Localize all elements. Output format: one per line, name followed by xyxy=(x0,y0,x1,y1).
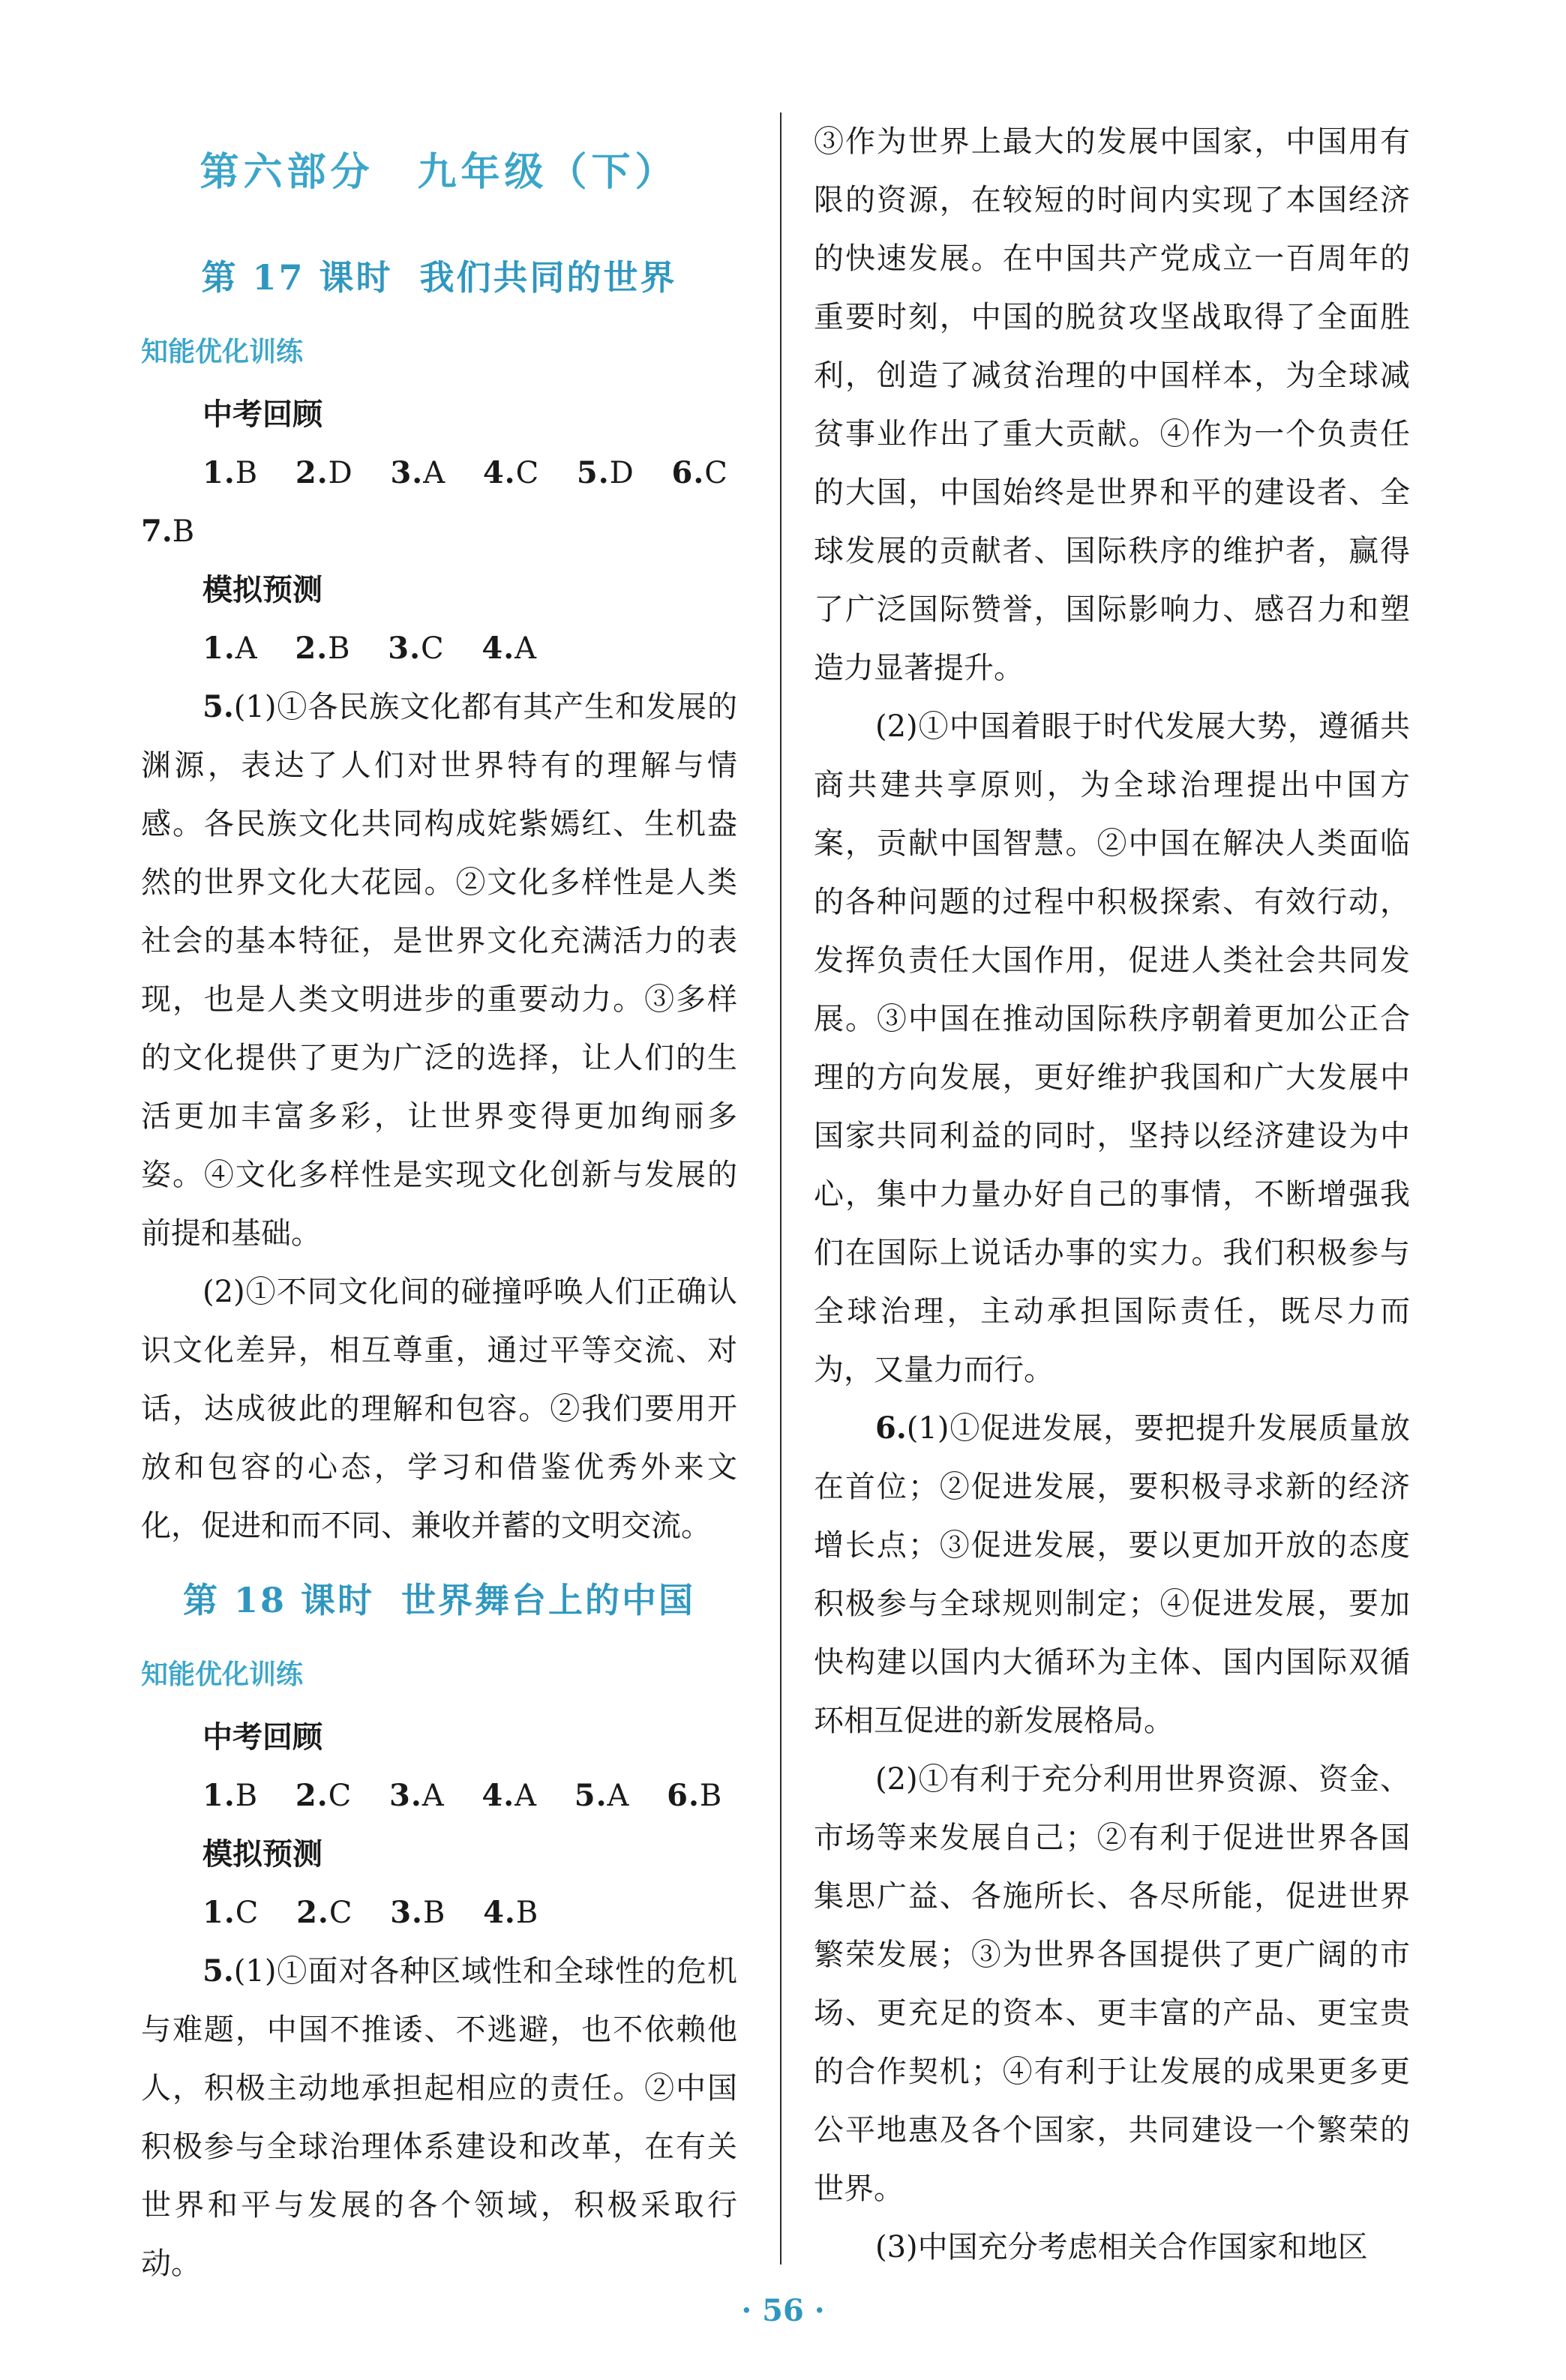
part-title: 第六部分 九年级（下） xyxy=(200,149,679,195)
lesson-18-q5-part1-continued: ③作为世界上最大的发展中国家，中国用有限的资源，在较短的时间内实现了本国经济的快速发展。在中国共产党成立一百周年的重要时刻，中国的脱贫攻坚战取得了全面胜利，创造了减贫治理的中国样本，为全球减贫事业作出了重大贡献。④作为一个负责任的大国，中国始终是世界和平的建设者、全球发展的贡献者、国际秩序的维护者，赢得了广泛国际赞誉，国际影响力、感召力和塑造力显著提升。 xyxy=(814,124,1410,685)
lesson-18-review-label: 中考回顾 xyxy=(202,1719,322,1755)
lesson-18-section-label: 知能优化训练 xyxy=(141,1659,304,1690)
lesson-18-number: 第 18 课时 xyxy=(182,1580,375,1620)
lesson-17-review-answers-cont: 7.B xyxy=(141,514,195,549)
lesson-18-mock-answers: 1.C 2.C 3.B 4.B xyxy=(202,1895,539,1930)
lesson-18-title xyxy=(141,1563,737,1638)
lesson-17-section-label: 知能优化训练 xyxy=(141,336,304,367)
lesson-17-review-answers: 1.B 2.D 3.A 4.C 5.D 6.C xyxy=(202,455,728,490)
lesson-18-q6-part1: 6.(1)①促进发展，要把提升发展质量放在首位；②促进发展，要积极寻求新的经济增长点；③促进发展，要以更加开放的态度积极参与全球规则制定；④促进发展，要加快构建以国内大循环为主体、国内国际双循环相互促进的新发展格局。 xyxy=(814,1410,1410,1738)
lesson-18-q5-part1: 5.(1)①面对各种区域性和全球性的危机与难题，中国不推诿、不逃避，也不依赖他人，积极主动地承担起相应的责任。②中国积极参与全球治理体系建设和改革，在有关世界和平与发展的各个领域，积极采取行动。 xyxy=(141,1953,737,2281)
lesson-18-name: 世界舞台上的中国 xyxy=(401,1580,696,1620)
lesson-17-name: 我们共同的世界 xyxy=(419,257,677,298)
lesson-18-review-answers: 1.B 2.C 3.A 4.A 5.A 6.B xyxy=(202,1778,723,1813)
right-column xyxy=(814,112,1410,2277)
lesson-17-review-label: 中考回顾 xyxy=(202,397,322,432)
lesson-17-mock-label: 模拟预测 xyxy=(202,572,322,607)
lesson-17-number: 第 17 课时 xyxy=(201,257,393,298)
lesson-17-q5-part2: (2)①不同文化间的碰撞呼唤人们正确认识文化差异，相互尊重，通过平等交流、对话，达成彼此的理解和包容。②我们要用开放和包容的心态，学习和借鉴优秀外来文化，促进和而不同、兼收并蓄的文明交流。 xyxy=(141,1275,737,1543)
lesson-18-q6-part3: (3)中国充分考虑相关合作国家和地区 xyxy=(875,2230,1368,2265)
lesson-18-mock-label: 模拟预测 xyxy=(202,1836,322,1872)
lesson-17-q5-part1: 5.(1)①各民族文化都有其产生和发展的渊源，表达了人们对世界特有的理解与情感。各民族文化共同构成姹紫嫣红、生机盎然的世界文化大花园。②文化多样性是人类社会的基本特征，是世界文化充满活力的表现，也是人类文明进步的重要动力。③多样的文化提供了更为广泛的选择，让人们的生活更加丰富多彩，让世界变得更加绚丽多姿。④文化多样性是实现文化创新与发展的前提和基础。 xyxy=(141,689,737,1251)
lesson-17-title xyxy=(141,240,737,315)
page-number: · 56 · xyxy=(741,2293,825,2328)
lesson-17-mock-answers: 1.A 2.B 3.C 4.A xyxy=(202,631,538,666)
lesson-18-q5-part2: (2)①中国着眼于时代发展大势，遵循共商共建共享原则，为全球治理提出中国方案，贡献中国智慧。②中国在解决人类面临的各种问题的过程中积极探索、有效行动，发挥负责任大国作用，促进人类社会共同发展。③中国在推动国际秩序朝着更加公正合理的方向发展，更好维护我国和广大发展中国家共同利益的同时，坚持以经济建设为中心，集中力量办好自己的事情，不断增强我们在国际上说话办事的实力。我们积极参与全球治理，主动承担国际责任，既尽力而为，又量力而行。 xyxy=(814,709,1410,1387)
column-divider xyxy=(780,112,782,2265)
lesson-18-q6-part2: (2)①有利于充分利用世界资源、资金、市场等来发展自己；②有利于促进世界各国集思广益、各施所长、各尽所能，促进世界繁荣发展；③为世界各国提供了更广阔的市场、更充足的资本、更丰富的产品、更宝贵的合作契机；④有利于让发展的成果更多更公平地惠及各个国家，共同建设一个繁荣的世界。 xyxy=(814,1762,1410,2206)
left-column xyxy=(141,135,737,2293)
